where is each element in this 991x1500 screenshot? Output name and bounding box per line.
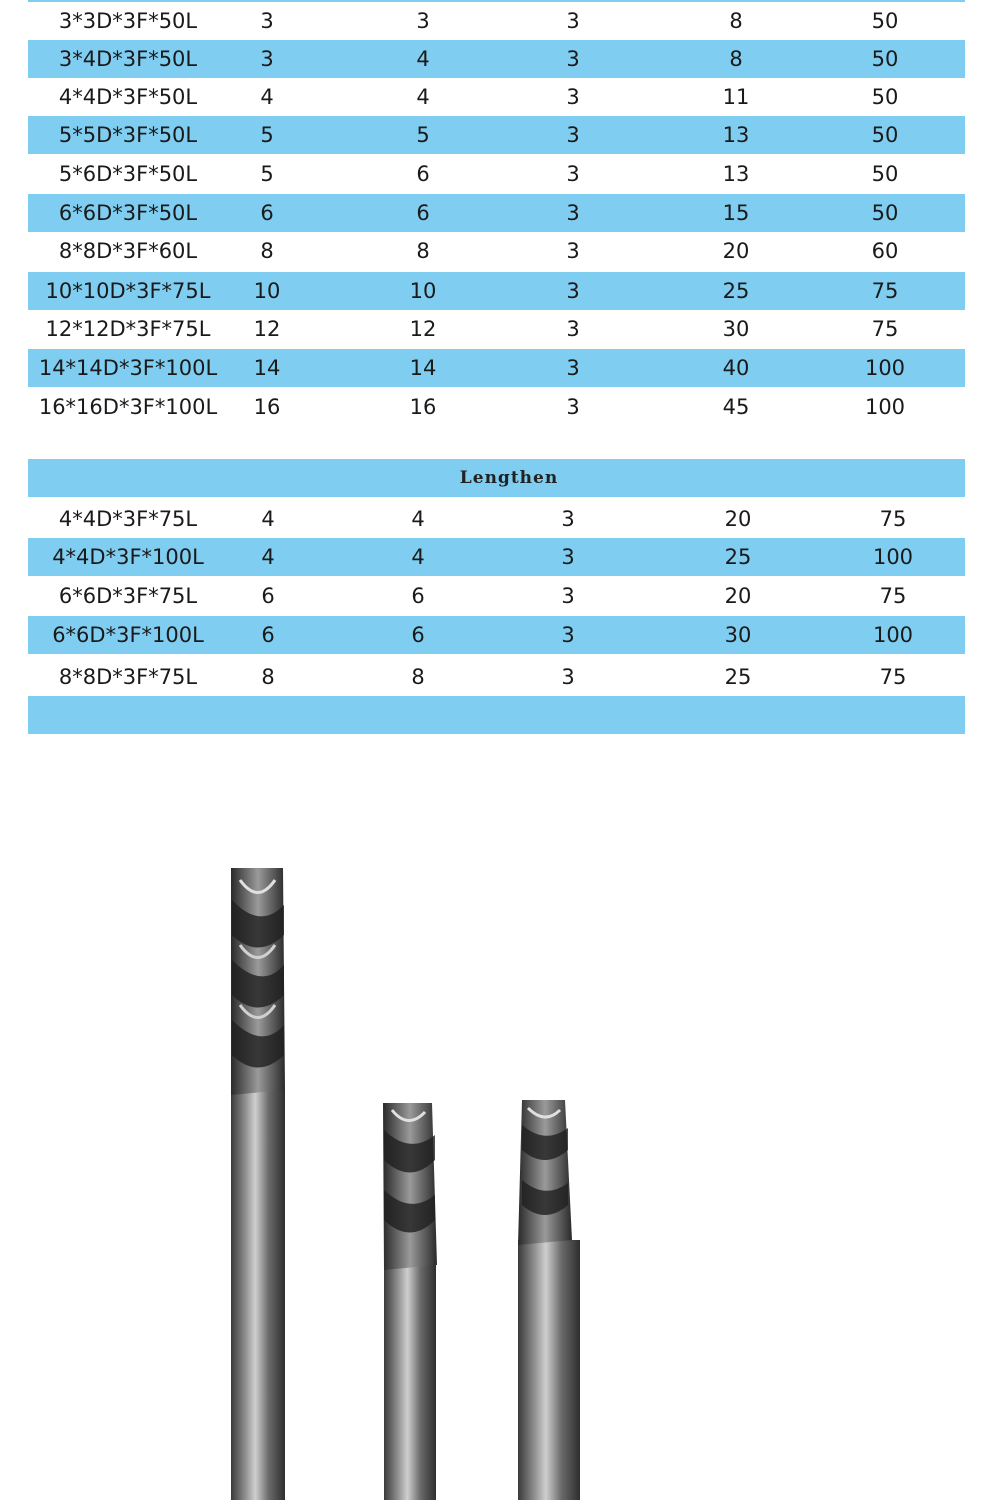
table-row: [28, 500, 965, 538]
value-cell: 4: [416, 47, 430, 71]
value-cell: 5: [260, 123, 274, 147]
value-cell: 3: [566, 162, 580, 186]
model-cell: 5*5D*3F*50L: [58, 123, 198, 147]
model-cell: 5*6D*3F*50L: [58, 162, 198, 186]
table-row: [28, 577, 965, 615]
model-cell: 16*16D*3F*100L: [38, 395, 218, 419]
value-cell: 3: [561, 584, 575, 608]
value-cell: 40: [722, 356, 750, 380]
value-cell: 4: [416, 85, 430, 109]
value-cell: 5: [416, 123, 430, 147]
value-cell: 4: [261, 545, 275, 569]
table-row: [28, 40, 965, 78]
table-row: [28, 538, 965, 576]
value-cell: 20: [724, 507, 752, 531]
lengthen-title: Lengthen: [459, 468, 559, 488]
footer-band: [28, 696, 965, 734]
table-row: [28, 155, 965, 193]
value-cell: 6: [261, 623, 275, 647]
value-cell: 3: [561, 665, 575, 689]
value-cell: 25: [724, 545, 752, 569]
value-cell: 8: [260, 239, 274, 263]
table-row: [28, 349, 965, 387]
value-cell: 100: [864, 356, 906, 380]
value-cell: 50: [871, 162, 899, 186]
value-cell: 5: [260, 162, 274, 186]
value-cell: 3: [260, 47, 274, 71]
value-cell: 4: [261, 507, 275, 531]
value-cell: 16: [409, 395, 437, 419]
value-cell: 6: [260, 201, 274, 225]
value-cell: 25: [724, 665, 752, 689]
value-cell: 3: [566, 123, 580, 147]
value-cell: 6: [416, 162, 430, 186]
value-cell: 13: [722, 162, 750, 186]
value-cell: 3: [561, 623, 575, 647]
value-cell: 60: [871, 239, 899, 263]
model-cell: 4*4D*3F*100L: [52, 545, 204, 569]
model-cell: 6*6D*3F*100L: [52, 623, 204, 647]
value-cell: 100: [864, 395, 906, 419]
end-mill-small: [518, 1100, 580, 1500]
model-cell: 8*8D*3F*75L: [58, 665, 198, 689]
model-cell: 12*12D*3F*75L: [45, 317, 211, 341]
model-cell: 8*8D*3F*60L: [58, 239, 198, 263]
value-cell: 45: [722, 395, 750, 419]
model-cell: 14*14D*3F*100L: [38, 356, 218, 380]
value-cell: 3: [260, 9, 274, 33]
value-cell: 11: [722, 85, 750, 109]
value-cell: 50: [871, 123, 899, 147]
value-cell: 8: [729, 9, 743, 33]
value-cell: 6: [411, 584, 425, 608]
value-cell: 75: [879, 665, 907, 689]
value-cell: 6: [261, 584, 275, 608]
value-cell: 30: [722, 317, 750, 341]
value-cell: 75: [879, 507, 907, 531]
value-cell: 12: [253, 317, 281, 341]
table-row: [28, 658, 965, 696]
table-row: [28, 272, 965, 310]
value-cell: 25: [722, 279, 750, 303]
end-mill-medium: [383, 1103, 437, 1500]
model-cell: 4*4D*3F*50L: [58, 85, 198, 109]
value-cell: 14: [253, 356, 281, 380]
value-cell: 3: [561, 545, 575, 569]
value-cell: 50: [871, 47, 899, 71]
value-cell: 8: [261, 665, 275, 689]
value-cell: 3: [416, 9, 430, 33]
value-cell: 10: [253, 279, 281, 303]
value-cell: 75: [879, 584, 907, 608]
value-cell: 4: [260, 85, 274, 109]
value-cell: 3: [566, 201, 580, 225]
table-row: [28, 78, 965, 116]
model-cell: 6*6D*3F*75L: [58, 584, 198, 608]
value-cell: 20: [722, 239, 750, 263]
value-cell: 8: [411, 665, 425, 689]
model-cell: 6*6D*3F*50L: [58, 201, 198, 225]
value-cell: 6: [416, 201, 430, 225]
value-cell: 10: [409, 279, 437, 303]
value-cell: 4: [411, 507, 425, 531]
model-cell: 3*4D*3F*50L: [58, 47, 198, 71]
table-row: [28, 2, 965, 40]
value-cell: 50: [871, 9, 899, 33]
value-cell: 13: [722, 123, 750, 147]
value-cell: 3: [566, 85, 580, 109]
table-row: [28, 194, 965, 232]
value-cell: 14: [409, 356, 437, 380]
value-cell: 12: [409, 317, 437, 341]
table-row: [28, 116, 965, 154]
value-cell: 3: [566, 239, 580, 263]
model-cell: 3*3D*3F*50L: [58, 9, 198, 33]
value-cell: 20: [724, 584, 752, 608]
value-cell: 3: [566, 47, 580, 71]
value-cell: 8: [416, 239, 430, 263]
table-row: [28, 232, 965, 270]
value-cell: 3: [566, 356, 580, 380]
lengthen-header: [28, 459, 965, 497]
value-cell: 3: [561, 507, 575, 531]
end-mill-large: [231, 868, 285, 1500]
table-row: [28, 310, 965, 348]
model-cell: 4*4D*3F*75L: [58, 507, 198, 531]
value-cell: 15: [722, 201, 750, 225]
value-cell: 50: [871, 201, 899, 225]
value-cell: 3: [566, 279, 580, 303]
value-cell: 75: [871, 279, 899, 303]
value-cell: 3: [566, 317, 580, 341]
value-cell: 4: [411, 545, 425, 569]
value-cell: 3: [566, 395, 580, 419]
value-cell: 30: [724, 623, 752, 647]
value-cell: 100: [872, 545, 914, 569]
value-cell: 75: [871, 317, 899, 341]
table-row: [28, 616, 965, 654]
value-cell: 3: [566, 9, 580, 33]
model-cell: 10*10D*3F*75L: [45, 279, 211, 303]
value-cell: 100: [872, 623, 914, 647]
value-cell: 6: [411, 623, 425, 647]
value-cell: 16: [253, 395, 281, 419]
value-cell: 50: [871, 85, 899, 109]
table-row: [28, 388, 965, 426]
end-mill-photo: [0, 760, 991, 1500]
value-cell: 8: [729, 47, 743, 71]
